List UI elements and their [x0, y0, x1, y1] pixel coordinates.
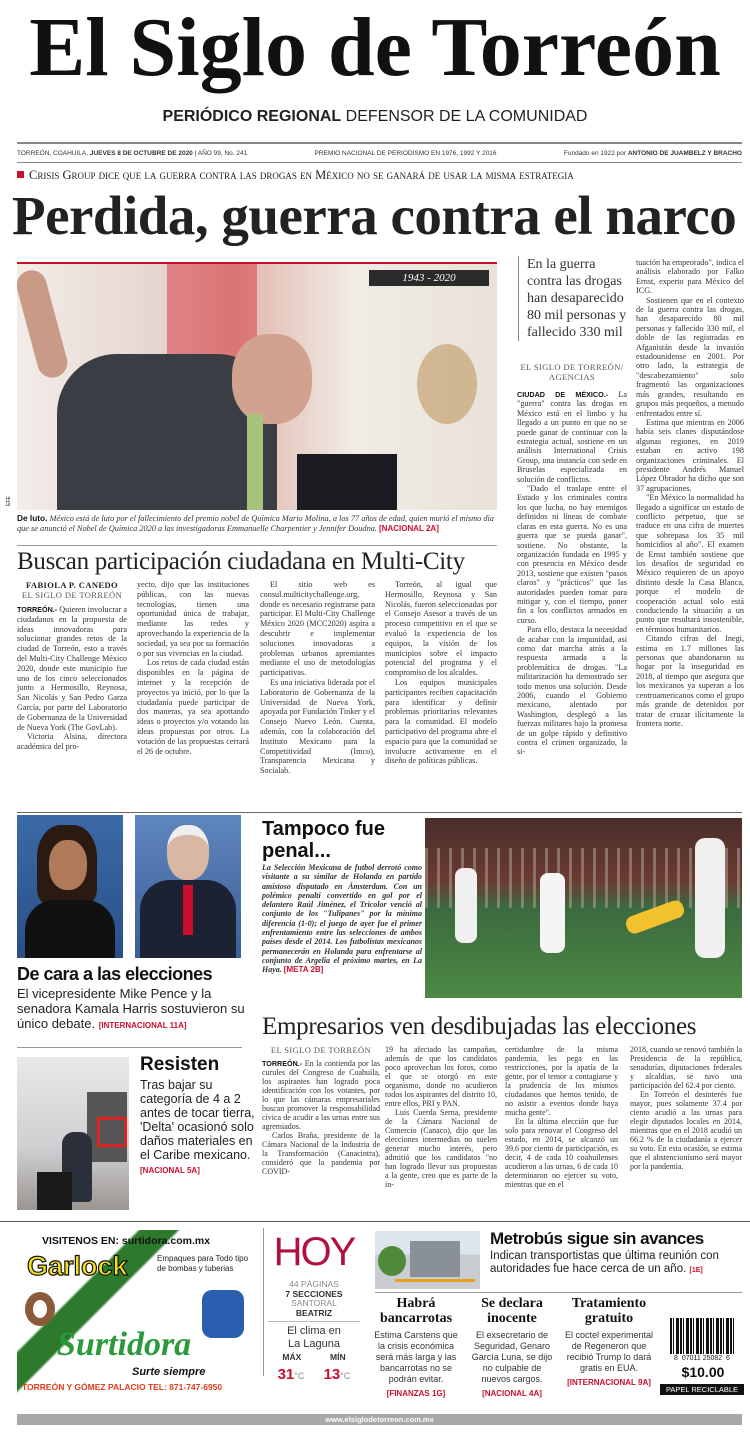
founded	[564, 150, 742, 157]
paragraph: Los equipos municipales participantes reciben capacitación para identificar y definir problemas prioritarios relevantes para la comunidad. El modelo participativo del programa abre el espacio para que la comunidad se involucre activamente en el diseño de políticas públicas.	[385, 677, 497, 766]
place: TORREÓN, COAHUILA,	[17, 149, 89, 157]
footer-url-bar[interactable]	[17, 1414, 742, 1425]
paragraph: certidumbre de la misma pandemia, les pega en las restricciones, por la apatía de la gente, por el temor a contagiarse y la prudencia de los mismos ciudadanos que hemos tenido, de no asistir a eventos donde haya mucha gente".	[505, 1045, 618, 1117]
tagline-rest: DEFENSOR DE LA COMUNIDAD	[345, 108, 588, 125]
paragraph: "En México la normalidad ha llegado a significar un estado de conflicto perpetuo, que se traduce en una cifra de muertes que sobrepasa los 35 mil homicidios al año". El examen de Ernst también sostiene que los desafíos de seguridad en México requieren de un apoyo distinto desde la Casa Blanca, porque el modelo de cooperación actual solo está conduciendo la situación a un punto que resultará insostenible, en términos humanitarios.	[636, 493, 744, 634]
hoy-title: HOY	[273, 1230, 355, 1274]
divider	[268, 1321, 360, 1322]
divider	[0, 1221, 750, 1222]
paragraph: tuación ha empeorado", indica el análisis elaborado por Falko Ernst, experto para México del ICG.	[636, 258, 744, 296]
paragraph: En la contienda por las curules del Congreso de Coahuila, los aspirantes han logrado poca identificación con los votantes, por lo que las cámaras empresariales buscan promover la responsabilidad cívica de acudir a las urnas entre sus agremiados.	[262, 1059, 380, 1131]
teaser-title: Habrá bancarrotas	[379, 1296, 453, 1326]
santoral: BEATRIZ	[295, 1307, 333, 1318]
multicity-headline[interactable]: Buscan participación ciudadana en Multi-City	[17, 548, 465, 575]
elecciones-body: El vicepresidente Mike Pence y la senadora Kamala Harris sostuvieron su único debate.	[17, 986, 245, 1031]
weather-title: El clima en La Laguna	[287, 1325, 341, 1350]
multicity-col-3	[260, 580, 375, 776]
divider	[263, 1228, 264, 1376]
teaser-title: Se declara inocente	[481, 1296, 543, 1326]
resisten-headline[interactable]: Resisten	[140, 1054, 220, 1075]
ad-slogan: Surte siempre	[132, 1366, 206, 1378]
paragraph: Los retos de cada ciudad están disponibles en la página de internet y la recepción de proyectos ya inició, por lo que la ciudadanía puede participar de dos maneras, ya sea aportando ideas o proyectos y/o votando las ideas propuestas por otros. La votación de las propuestas cerrará el 26 de octubre.	[137, 658, 249, 756]
recycle-label: PAPEL RECICLABLE	[660, 1384, 744, 1395]
masthead-logo[interactable]: El Siglo de Torreón	[29, 1, 721, 94]
santoral-label: SANTORAL	[291, 1298, 337, 1308]
pages: 44 PÁGINAS	[289, 1279, 339, 1289]
futbol-body: La Selección Mexicana de futbol derrotó como visitante a su similar de Holanda en partido amistoso disputado en Ámsterdam. Con un polémico penalti convertido en gol por el delantero Raúl Jiménez, el Tricolor venció al conjunto de los "Tulipanes" por la mínima diferencia (1-0); el juego de ayer fue el primer enfrentamiento entre las selecciones de ambos países desde el 2014. Los futbolistas mexicanos permanecerán en Holanda para enfrentarse al conjunto de Argelia el próximo martes, en La Haya.	[262, 863, 422, 975]
tagline	[0, 108, 750, 126]
caption-text: México está de luto por el fallecimiento del premio nobel de Química Mario Molina, a los 77 años de edad, quien murió el mismo día que se anunció el Nobel de Química 2020 a las investigadoras Emmanuelle Charpentier y Jennifer Doudna.	[17, 514, 494, 533]
barcode-number: 8 07011 25082 6	[674, 1355, 730, 1362]
min-value: 13	[323, 1365, 341, 1383]
futbol-photo[interactable]	[425, 818, 742, 998]
barcode-icon	[670, 1318, 734, 1354]
dateline: CIUDAD DE MÉXICO.-	[517, 390, 609, 399]
teaser-1[interactable]	[370, 1296, 462, 1398]
teaser-ref-link[interactable]: [FINANZAS 1G]	[386, 1389, 446, 1398]
issue: | AÑO 99, No. 241	[194, 149, 248, 157]
ad-contact: TORREÓN Y GÓMEZ PALACIO TEL: 871-747-6950	[22, 1382, 223, 1392]
min-label: MÍN	[330, 1352, 346, 1362]
metrobus-headline[interactable]: Metrobús sigue sin avances	[490, 1229, 704, 1248]
resisten-ref-link[interactable]: [NACIONAL 5A]	[140, 1166, 200, 1175]
caption-ref-link[interactable]: [NACIONAL 2A]	[379, 524, 439, 533]
date-info	[17, 150, 247, 157]
multicity-col-2	[137, 580, 249, 756]
date: JUEVES 8 DE OCTUBRE DE 2020	[89, 149, 193, 157]
main-photo[interactable]	[17, 262, 497, 510]
kicker-text: Crisis Group dice que la guerra contra las drogas en México no se ganará de usar la misma estrategia	[29, 168, 574, 182]
paragraph: Luis Cuerda Serna, presidente de la Cámara Nacional de Comercio (Canaco), dijo que las elecciones intermedias no suelen generar mucho interés, pero admitió que los candidatos "no han logrado llevar sus propuestas a la gente, creo que es parte de la in-	[385, 1108, 497, 1189]
kamala-harris-photo[interactable]	[17, 815, 123, 958]
metrobus-ref-link[interactable]: [1E]	[689, 1267, 703, 1274]
author: FABIOLA P. CANEDO	[25, 580, 119, 590]
dateline-bar	[17, 142, 742, 163]
tagline-bold: PERIÓDICO REGIONAL	[162, 108, 342, 125]
empresarios-col-2	[385, 1045, 497, 1189]
futbol-headline[interactable]: Tampoco fue penal...	[262, 818, 385, 862]
futbol-ref-link[interactable]: [META 2B]	[283, 965, 324, 975]
multicity-col-1	[17, 580, 127, 752]
pull-quote: En la guerra contra las drogas han desaparecido 80 mil personas y fallecido 330 mil	[518, 256, 630, 341]
paragraph: Para ello, destaca la necesidad de acabar con la impunidad, así como dar marcha atrás a la respuesta armada a la problemática de drogas. "La militarización ha demostrado ser todo menos una solución. Desde 2006, cuando el Gobierno mexicano, alentado por Washington, desplegó a las fuerzas militares bajo la promesa de un golpe rápido y definitivo contra el crimen organizado, la si-	[517, 625, 627, 757]
metrobus-body: Indican transportistas que última reunión con autoridades fue hace cerca de un año.	[490, 1250, 719, 1275]
unit: °C	[340, 1370, 351, 1381]
resisten-body: Tras bajar su categoría de 4 a 2 antes de tocar tierra, 'Delta' ocasionó solo daños materiales en el Caribe mexicano.	[140, 1078, 255, 1162]
outlet: EL SIGLO DE TORREÓN	[270, 1045, 372, 1055]
gasket-icon	[25, 1292, 55, 1326]
square-bullet-icon	[17, 171, 24, 178]
unit: °C	[294, 1370, 305, 1381]
teaser-text: Estima Carstens que la crisis económica será más larga y las bancarrotas no se podrán evitar.	[374, 1330, 458, 1384]
ad-website: VISITENOS EN: surtidora.com.mx	[42, 1235, 211, 1247]
paragraph: Estima que mientras en 2006 había seis clanes disputándose algunas regiones, en 2019 estaban en activo 198 organizaciones criminales. El presidente Andrés Manuel López Obrador ha dicho que son 37 agrupaciones.	[636, 417, 744, 493]
teaser-3[interactable]	[562, 1296, 656, 1387]
empresarios-col-1	[262, 1045, 380, 1176]
metrobus-text	[490, 1250, 745, 1277]
paragraph: Es una iniciativa liderada por el Laboratorio de Gobernanza de la Universidad de Nueva York, apoyada por Fundación Tinker y el Consejo Nuevo León. Cuenta, además, con la colaboración del Instituto Mexicano para la Competitividad (Imco), Transparencia Mexicana y Socialab.	[260, 677, 375, 776]
paragraph: Victoria Alsina, directora académica del pro-	[17, 732, 127, 752]
teaser-text: El exsecretario de Seguridad, Genaro García Luna, se dijo no culpable de nuevos cargos.	[471, 1330, 553, 1384]
surtidora-ad[interactable]	[17, 1230, 252, 1395]
teaser-ref-link[interactable]: [INTERNACIONAL 9A]	[567, 1378, 651, 1387]
paragraph: 2018, cuando se renovó también la Presidencia de la república, senadurías, diputaciones federales y alcaldías, se tuvo una participación del 62.4 por ciento.	[630, 1045, 742, 1090]
paragraph: Torreón, al igual que Hermosillo, Reynosa y San Nicolás, fueron seleccionadas por el Consejo Asesor a través de un proceso competitivo en el que se evaluó la experiencia de los equipos, la visión de los municipios sobre el impacto potencial del programa y el compromiso de los alcaldes.	[385, 580, 497, 678]
max-value: 31	[277, 1365, 295, 1383]
multicity-col-4	[385, 580, 497, 766]
elecciones-headline[interactable]: De cara a las elecciones	[17, 964, 213, 984]
delta-storm-photo[interactable]	[17, 1057, 129, 1210]
lead-kicker	[17, 168, 747, 183]
ad-garlock-desc: Empaques para Todo tipo de bombas y tuberias	[157, 1254, 249, 1273]
lead-col-1	[517, 390, 627, 757]
photo-credit: EFE	[5, 496, 12, 506]
ad-surtidora: Surtidora	[57, 1326, 192, 1363]
min-temp	[324, 1366, 351, 1385]
max-temp	[278, 1366, 305, 1385]
ad-garlock: Garlock	[27, 1251, 128, 1281]
elecciones-ref-link[interactable]: [INTERNACIONAL 11A]	[98, 1021, 187, 1030]
dateline: TORREÓN.-	[262, 1059, 303, 1068]
award: PREMIO NACIONAL DE PERIODISMO EN 1976, 1992 Y 2016	[314, 149, 497, 157]
metrobus-photo[interactable]	[375, 1231, 480, 1289]
empresarios-col-4	[630, 1045, 742, 1171]
paragraph: yecto, dijo que las instituciones públicas, con las nuevas tecnologías, tienen una oportunidad única de trabajar, mediante las redes y aprovechando la experiencia de la sociedad, ya sea por su formación o por sus vivencias en la ciudad.	[137, 580, 249, 658]
resisten-text	[140, 1078, 255, 1178]
lead-headline[interactable]: Perdida, guerra contra el narco	[12, 185, 737, 246]
lead-col-2	[636, 258, 744, 728]
paragraph: Quieren involucrar a ciudadanos en la propuesta de ideas innovadoras para solucionar grandes retos de la ciudad de Torreón, esto a través del Multi-City Challenge México 2020, donde este municipio fue uno de los cinco seleccionados junto a Hermosillo, Reynosa, San Nicolás y San Pedro Garza García, por parte del Laboratorio de Gobernanza de la Universidad de Nueva York (The GovLab).	[17, 605, 127, 732]
teaser-ref-link[interactable]: [NACIONAL 4A]	[482, 1389, 542, 1398]
founder: ANTONIO DE JUAMBELZ Y BRACHO	[627, 149, 742, 157]
lead-byline: EL SIGLO DE TORREÓN/ AGENCIAS	[520, 362, 624, 382]
elecciones-text	[17, 986, 247, 1033]
sections: 7 SECCIONES	[285, 1288, 343, 1299]
empresarios-headline[interactable]: Empresarios ven desdibujadas las elecciones	[262, 1013, 697, 1040]
teaser-text: El coctel experimental de Regeneron que recibió Trump lo dará gratis en EUA.	[564, 1330, 654, 1373]
divider	[17, 1047, 242, 1048]
max-label: MÁX	[282, 1352, 302, 1362]
paragraph: Sostienen que en el contexto de la guerra contra las drogas, han desaparecido 80 mil personas y fallecido 330 mil, el doble de las registradas en Afganistán desde la invasión estadounidense en 2001. Por otro lado, la estrategia de "descabezamiento" solo fragmentó las organizaciones más grandes, resultando en grupos más pequeños, a menudo enfrentados entre sí.	[636, 295, 744, 418]
paragraph: "Dado el traslape entre el Estado y los criminales contra los que lucha, no hay enemigos definidos ni líneas de combate claras en esta guerra. No es una guerra que se pueda ganar", sostiene. No obstante, la organización fundada en 1995 y con presencia en México desde 2013, sostiene que existen "pasos claros" y "prácticos" que las autoridades pueden tomar para mitigar y, con el tiempo, poner fin a los conflictos armados en curso.	[517, 484, 627, 625]
futbol-text	[262, 863, 422, 975]
dateline: TORREÓN.-	[17, 605, 58, 614]
teaser-title: Tratamiento gratuito	[571, 1296, 647, 1326]
caption-lead: De luto.	[17, 513, 48, 523]
paragraph: La "guerra" contra las drogas en México está en el limbo y ha llegado a un punto en que no se puede ganar de continuar con la estrategia actual, sostiene en un análisis International Crisis Group, una instancia con sede en Bruselas especializada en solución de conflictos.	[517, 390, 627, 484]
founded-label: Fundado en 1922 por	[563, 149, 627, 157]
hoy-info	[268, 1280, 360, 1385]
teaser-2[interactable]	[468, 1296, 556, 1398]
photo-caption	[17, 513, 497, 534]
price: $10.00	[681, 1364, 725, 1380]
paragraph: Carlos Braña, presidente de la Cámara Nacional de la Industria de la Transformación (Canacintra), consideró que la pandemia por COVID-	[262, 1131, 380, 1176]
divider	[375, 1292, 742, 1293]
paragraph: En Torreón el desinterés fue mayor, pues solamente 37.4 por ciento acudió a las urnas para elegir diputados locales en 2014, mientras que en el 2018 acudió un 66.2 % de la ciudadanía a ejercer su voto. En esta ocasión, se estima que el abstencionismo será mayor por la pandemia.	[630, 1090, 742, 1171]
outlet: EL SIGLO DE TORREÓN	[21, 590, 123, 600]
divider	[17, 545, 497, 546]
years-label: 1943 - 2020	[369, 270, 489, 286]
divider	[17, 812, 742, 813]
paragraph: El sitio web es consul.multicitychallenge.org, donde es necesario registrarse para participar. El Multi-City Challenge México 2020 (MCC2020) aspira a descubrir e implementar soluciones innovadoras a problemas urbanos apremiantes mediante el uso de metodologías participativas.	[260, 580, 375, 678]
paragraph: 19 ha afectado las campañas, además de que los candidatos poco aprovechan los foros, como el que se otorgó en este organismo, donde no acudieron todos los aspirantes del distrito 10, entre ellos, PRI y PAN.	[385, 1045, 497, 1108]
paragraph: Citando cifras del Inegi, estima en 1.7 millones las personas que abandonaron su hogar por la inseguridad en 2018, al tiempo que asegura que los mexicanos ya superan a los centroamericanos como el grupo más grande de detenidos por tratar de cruzar ilícitamente la frontera norte.	[636, 634, 744, 728]
pipe-joint-icon	[202, 1290, 244, 1338]
mike-pence-photo[interactable]	[135, 815, 241, 958]
footer-url[interactable]: www.elsiglodetorreon.com.mx	[325, 1415, 434, 1424]
paragraph: En la última elección que fue solo para renovar el Congreso del estado, en 2014, se alcanzó un 39.6 por ciento de participación, es decir, 4 de cada 10 coahuilenses acudieron a las urnas, 6 de cada 10 determinaron no ejercer su voto, mientras que en el	[505, 1117, 618, 1189]
empresarios-col-3	[505, 1045, 618, 1189]
